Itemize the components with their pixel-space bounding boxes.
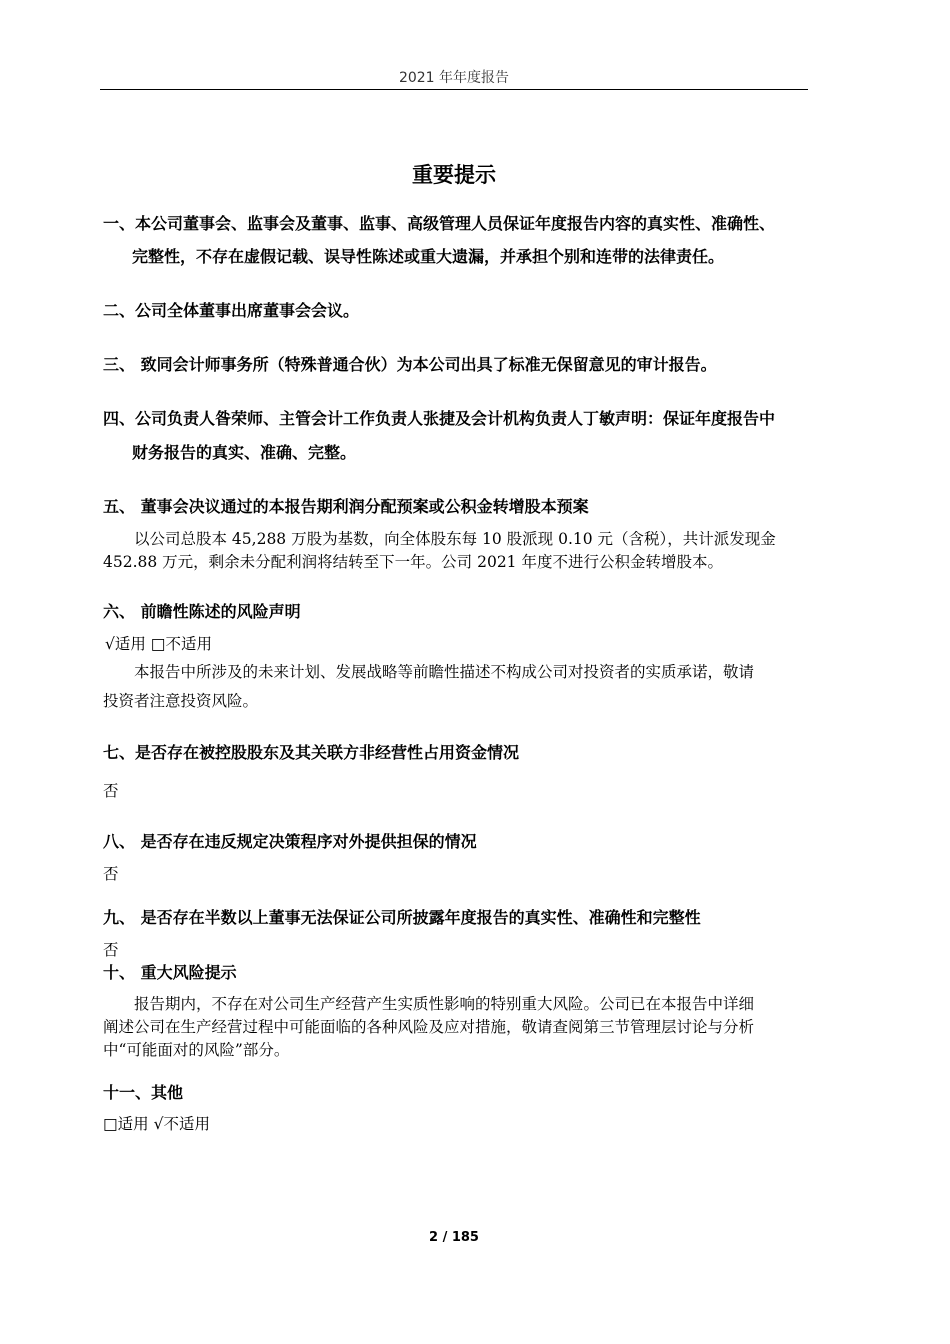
item-10-heading: 十、 重大风险提示 [103,963,237,982]
item-8-heading: 八、 是否存在违反规定决策程序对外提供担保的情况 [103,832,477,851]
item-7-heading: 七、是否存在被控股股东及其关联方非经营性占用资金情况 [103,743,520,762]
item-2: 二、公司全体董事出席董事会会议。 [103,301,360,320]
item-11-heading: 十一、其他 [103,1083,184,1102]
item-1-line-2: 完整性，不存在虚假记载、误导性陈述或重大遗漏，并承担个别和连带的法律责任。 [132,247,725,266]
item-8-answer: 否 [103,865,119,883]
item-6-body-line-2: 投资者注意投资风险。 [103,692,259,710]
item-9-heading: 九、 是否存在半数以上董事无法保证公司所披露年度报告的真实性、准确性和完整性 [103,908,701,927]
item-5-body-line-1: 以公司总股本 45,288 万股为基数，向全体股东每 10 股派现 0.10 元（含税），共计派发现金 [134,530,776,548]
item-10-body-line-2: 阐述公司在生产经营过程中可能面临的各种风险及应对措施，敬请查阅第三节管理层讨论与分析 [103,1018,755,1036]
item-6-applicability: √适用 □不适用 [105,635,212,653]
item-4-line-1: 四、公司负责人昝荣师、主管会计工作负责人张捷及会计机构负责人丁敏声明：保证年度报告中 [103,409,776,428]
item-9-answer: 否 [103,941,119,959]
running-header: 2021 年年度报告 [398,70,510,86]
item-5-heading: 五、 董事会决议通过的本报告期利润分配预案或公积金转增股本预案 [103,497,589,516]
page-title: 重要提示 [412,163,496,187]
item-4-line-2: 财务报告的真实、准确、完整。 [132,443,357,462]
item-3: 三、 致同会计师事务所（特殊普通合伙）为本公司出具了标准无保留意见的审计报告。 [103,355,717,374]
item-6-heading: 六、 前瞻性陈述的风险声明 [103,602,301,621]
item-5-body-line-2: 452.88 万元，剩余未分配利润将结转至下一年。公司 2021 年度不进行公积金转增股本。 [103,553,723,571]
item-11-applicability: □适用 √不适用 [103,1115,210,1133]
item-1-line-1: 一、本公司董事会、监事会及董事、监事、高级管理人员保证年度报告内容的真实性、准确性、 [103,214,776,233]
item-10-body-line-3: 中“可能面对的风险”部分。 [103,1041,290,1059]
header-rule [100,89,808,90]
item-7-answer: 否 [103,782,119,800]
item-6-body-line-1: 本报告中所涉及的未来计划、发展战略等前瞻性描述不构成公司对投资者的实质承诺，敬请 [134,663,755,681]
item-10-body-line-1: 报告期内，不存在对公司生产经营产生实质性影响的特别重大风险。公司已在本报告中详细 [134,995,755,1013]
page-number: 2 / 185 [429,1230,479,1245]
